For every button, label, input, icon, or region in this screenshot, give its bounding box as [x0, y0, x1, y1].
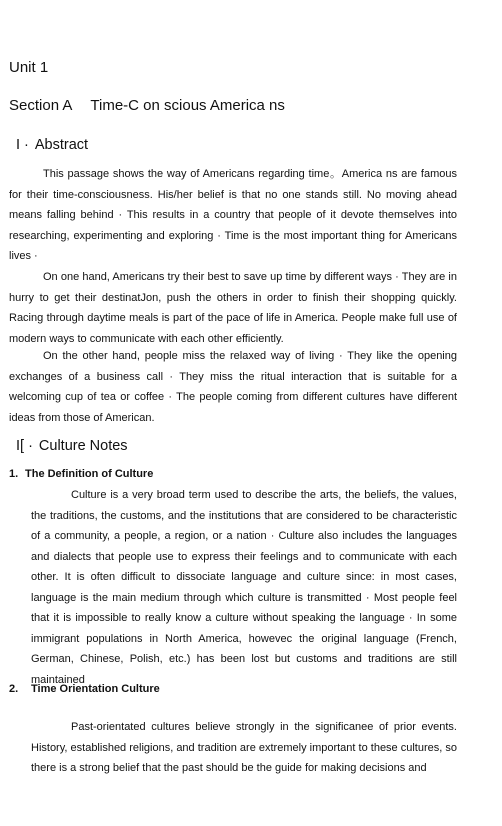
note-1-heading — [9, 468, 153, 480]
abstract-paragraph-2: On one hand, Americans try their best to save up time by different ways · They are in hurry to get their destinatJon, push the others in order to finish their shopping quickly. Racing through daytime meals is part of the pace of life in America. People make full use of modern ways to communicate with each other efficiently. — [9, 271, 457, 345]
abstract-numeral: I — [16, 137, 21, 153]
section-title: Time-C on scious America ns — [90, 97, 285, 114]
section-label: Section A — [9, 97, 73, 114]
culture-notes-title: Culture Notes — [38, 438, 128, 454]
culture-notes-heading — [16, 438, 128, 454]
note-1-title: The Definition of Culture — [25, 468, 154, 480]
note-1-text: Culture is a very broad term used to describe the arts, the beliefs, the values, the traditions, the customs, and the institutions that are considered to be characteristic of a community, a people, a region, or a nation · Culture also includes the languages and dialects that people use to express their feelings and to communicate with each other. It is often difficult to dissociate language and culture since: in most cases, language is the main medium through which culture is transmitted · Most people feel that it is impossible to really know a culture without speaking the language · In some immigrant populations in North America, howevec the original language (French, German, Chinese, Polish, etc.) has been lost but customs and traditions are still maintained — [31, 489, 457, 686]
culture-notes-dot: · — [28, 438, 33, 454]
abstract-paragraph-3: On the other hand, people miss the relaxed way of living · They like the opening exchanges of a business call · They miss the ritual interaction that is suitable for a welcoming cup of tea or coffee · The people coming from different cultures have different ideas from those of American. — [9, 350, 457, 424]
note-2-heading — [9, 683, 160, 695]
section-heading — [9, 97, 285, 114]
note-2-title: Time Orientation Culture — [31, 683, 160, 695]
culture-notes-numeral: I[ — [16, 438, 25, 454]
note-1-number: 1. — [9, 468, 19, 480]
abstract-paragraph-1: This passage shows the way of Americans regarding time。America ns are famous for their time-consciousness. His/her belief is that no one stands still. No moving ahead means falling behind · This results in a country that people of it devote themselves into researching, experimenting and exploring · Time is the most important thing for Americans lives · — [9, 168, 457, 262]
abstract-heading — [16, 137, 88, 153]
abstract-dot: · — [24, 137, 29, 153]
abstract-title: Abstract — [34, 137, 89, 153]
note-2-number: 2. — [9, 683, 19, 695]
note-2-text: Past-orientated cultures believe strongly in the significanee of prior events. History, established religions, and tradition are extremely important to these cultures, so there is a strong belief that the past should be the guide for making decisions and — [31, 721, 457, 774]
unit-heading: Unit 1 — [9, 59, 49, 76]
